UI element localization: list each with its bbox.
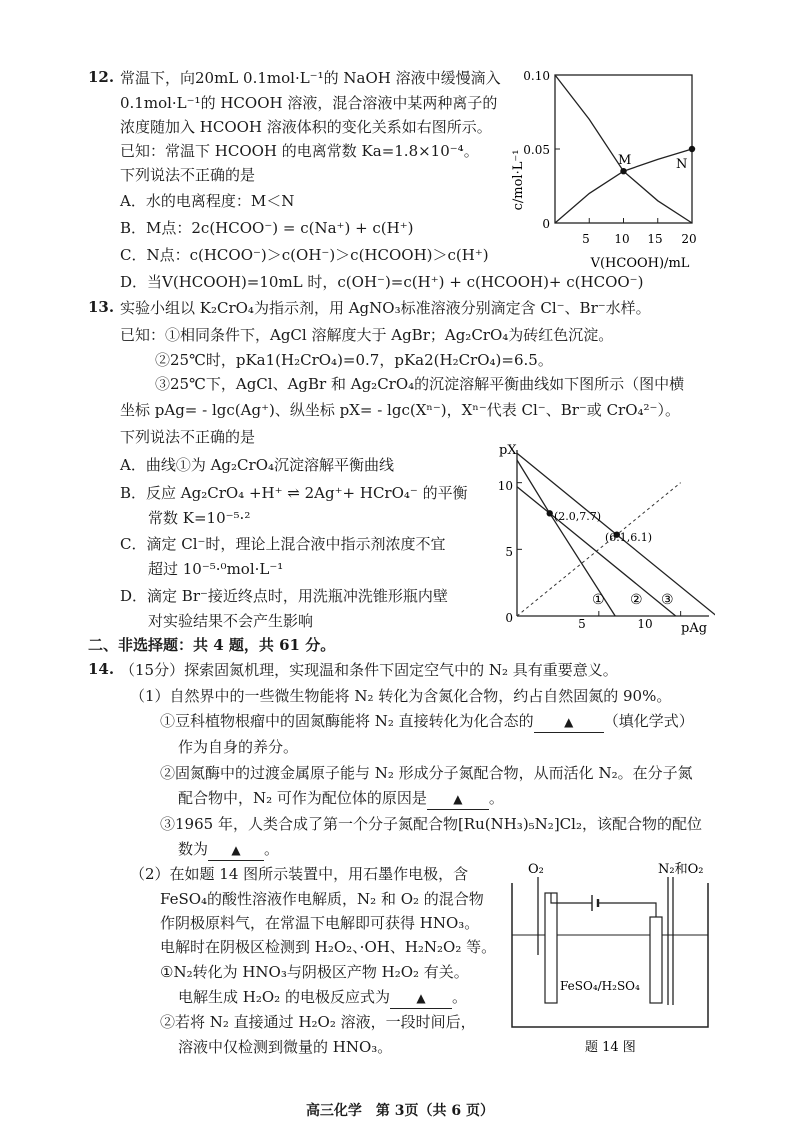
q13-option-d-cont: 对实验结果不会产生影响 (148, 612, 314, 630)
q12-option-a: A．水的电离程度：M＜N (120, 192, 295, 210)
blank-triangle-icon: ▲ (231, 843, 241, 857)
q13-option-c: C．滴定 Cl⁻时，理论上混合液中指示剂浓度不宜 (120, 535, 446, 553)
g2-x-tick: 10 (637, 617, 653, 631)
g1-point-N (689, 146, 695, 152)
g2-curve-1-label: ① (592, 592, 605, 608)
question-14-number: 14. (88, 660, 115, 678)
q13-option-a: A．曲线①为 Ag₂CrO₄沉淀溶解平衡曲线 (120, 456, 395, 474)
beaker (512, 883, 708, 1027)
g1-series-decreasing (555, 75, 692, 223)
q13-line-5: 坐标 pAg= - lgc(Ag⁺)、纵坐标 pX= - lgc(Xⁿ⁻)，Xⁿ⁻代表 Cl⁻、Br⁻或 CrO₄²⁻）。 (120, 401, 680, 419)
right-electrode (650, 917, 662, 1003)
q14-1-1-text: ①豆科植物根瘤中的固氮酶能将 N₂ 直接转化为化合态的 (160, 712, 534, 730)
g1-y-tick: 0 (542, 217, 550, 231)
q14-2-2-line-2: 溶液中仅检测到微量的 HNO₃。 (178, 1038, 393, 1056)
q13-option-b-cont: 常数 K=10⁻⁵·² (148, 509, 251, 527)
q12-line-3: 浓度随加入 HCOOH 溶液体积的变化关系如右图所示。 (120, 118, 492, 136)
fig14-electrolyte-label: FeSO₄/H₂SO₄ (560, 979, 640, 993)
blank-triangle-icon: ▲ (453, 792, 463, 806)
blank-triangle-icon: ▲ (416, 991, 426, 1005)
q14-2-line-1: （2）在如题 14 图所示装置中，用石墨作电极，含 (130, 865, 469, 883)
q13-option-b: B．反应 Ag₂CrO₄ +H⁺ ⇌ 2Ag⁺+ HCrO₄⁻ 的平衡 (120, 484, 468, 502)
g1-y-tick: 0.05 (523, 143, 550, 157)
q14-2-2-line-1: ②若将 N₂ 直接通过 H₂O₂ 溶液，一段时间后， (160, 1013, 476, 1031)
g2-y-label: pX (499, 443, 517, 458)
g1-x-tick: 10 (614, 232, 630, 246)
q13-option-d: D．滴定 Br⁻接近终点时，用洗瓶冲洗锥形瓶内壁 (120, 587, 448, 605)
g2-curve-2-label: ② (630, 592, 643, 608)
fig14-left-gas-label: O₂ (528, 862, 544, 877)
q14-2-1-line-2: 电解生成 H₂O₂ 的电极反应式为 ▲ 。 (178, 987, 467, 1009)
q14-2-1-line-1: ①N₂转化为 HNO₃与阴极区产物 H₂O₂ 有关。 (160, 963, 469, 981)
figure-14-electrolysis-apparatus (500, 855, 720, 1055)
wire-right (598, 903, 656, 917)
g1-point-M (620, 168, 626, 174)
q14-1-3-line-1: ③1965 年，人类合成了第一个分子氮配合物[Ru(NH₃)₅N₂]Cl₂，该配合物的配位 (160, 815, 702, 833)
q14-1-3-line-2: 数为 ▲ 。 (178, 839, 279, 861)
q14-1-1-hint: （填化学式） (603, 712, 694, 730)
answer-blank[interactable] (427, 789, 489, 810)
q13-line-3: ②25℃时，pKa1(H₂CrO₄)=0.7，pKa2(H₂CrO₄)=6.5。 (155, 351, 553, 369)
q12-line-1: 常温下，向20mL 0.1mol·L⁻¹的 NaOH 溶液中缓慢滴入 (120, 69, 501, 87)
g2-y-tick: 5 (505, 545, 513, 559)
g1-x-tick: 15 (647, 232, 663, 246)
left-electrode (545, 893, 557, 1003)
g1-x-label: V(HCOOH)/mL (590, 256, 690, 271)
q12-option-d: D．当V(HCOOH)=10mL 时，c(OH⁻)=c(H⁺) + c(HCOOH)+ c(HCOO⁻) (120, 273, 644, 291)
graph-px-vs-pag (485, 440, 715, 640)
q13-stem: 下列说法不正确的是 (120, 428, 256, 446)
q12-line-4: 已知：常温下 HCOOH 的电离常数 Ka=1.8×10⁻⁴。 (120, 142, 479, 160)
g1-x-tick: 5 (582, 232, 590, 246)
q14-1-2-text: 配合物中，N₂ 可作为配位体的原因是 (178, 789, 427, 807)
blank-triangle-icon: ▲ (564, 715, 574, 729)
section-2-heading: 二、非选择题：共 4 题，共 61 分。 (88, 636, 336, 654)
fig14-caption: 题 14 图 (585, 1040, 636, 1055)
question-12-number: 12. (88, 68, 115, 86)
g1-y-label: c/mol·L⁻¹ (511, 149, 526, 211)
g2-point-2-label: (6.1,6.1) (605, 531, 653, 544)
q14-part-1: （1）自然界中的一些微生物能将 N₂ 转化为含氮化合物，约占自然固氮的 90%。 (130, 687, 672, 705)
answer-blank[interactable] (390, 988, 452, 1009)
q14-2-1-text: 电解生成 H₂O₂ 的电极反应式为 (178, 988, 390, 1006)
q14-1-3-text: 数为 (178, 840, 209, 858)
g2-point-1-label: (2.0,7.7) (554, 510, 602, 523)
q12-line-2: 0.1mol·L⁻¹的 HCOOH 溶液，混合溶液中某两种离子的 (120, 94, 498, 112)
g1-y-tick: 0.10 (523, 69, 550, 83)
graph-concentration-vs-volume (500, 60, 730, 275)
g2-x-label: pAg (681, 621, 708, 636)
q12-option-c: C．N点：c(HCOO⁻)＞c(OH⁻)＞c(HCOOH)＞c(H⁺) (120, 246, 489, 264)
q14-1-1-line-1 (160, 711, 694, 733)
question-13-number: 13. (88, 298, 115, 316)
q12-option-b: B．M点：2c(HCOO⁻) = c(Na⁺) + c(H⁺) (120, 219, 414, 237)
q14-2-line-3: 作阴极原料气，在常温下电解即可获得 HNO₃。 (160, 914, 480, 932)
g2-y-tick: 10 (497, 479, 513, 493)
q14-1-2-line-1: ②固氮酶中的过渡金属原子能与 N₂ 形成分子氮配合物，从而活化 N₂。在分子氮 (160, 764, 693, 782)
q14-1-2-line-2: 配合物中，N₂ 可作为配位体的原因是 ▲ 。 (178, 788, 504, 810)
g1-point-m-label: M (618, 153, 632, 168)
q13-option-c-cont: 超过 10⁻⁵·⁰mol·L⁻¹ (148, 560, 284, 578)
fig14-right-gas-label: N₂和O₂ (658, 862, 704, 877)
g2-x-tick: 5 (578, 617, 586, 631)
g1-x-tick: 20 (681, 232, 697, 246)
g2-point-(2.0,7.7) (547, 510, 553, 516)
answer-blank[interactable] (208, 840, 264, 861)
q13-line-2: 已知：①相同条件下，AgCl 溶解度大于 AgBr；Ag₂CrO₄为砖红色沉淀。 (120, 326, 614, 344)
g2-curve-3-label: ③ (661, 592, 674, 608)
q12-stem: 下列说法不正确的是 (120, 166, 256, 184)
q14-2-line-4: 电解时在阴极区检测到 H₂O₂、·OH、H₂N₂O₂ 等。 (160, 938, 497, 956)
g1-frame (555, 75, 692, 223)
q13-line-4: ③25℃下，AgCl、AgBr 和 Ag₂CrO₄的沉淀溶解平衡曲线如下图所示（图中横 (155, 375, 685, 393)
g2-y-tick: 0 (505, 611, 513, 625)
q13-line-1: 实验小组以 K₂CrO₄为指示剂，用 AgNO₃标准溶液分别滴定含 Cl⁻、Br⁻水样。 (120, 299, 651, 317)
q14-2-line-2: FeSO₄的酸性溶液作电解质，N₂ 和 O₂ 的混合物 (160, 890, 484, 908)
q14-1-1-line-2: 作为自身的养分。 (178, 738, 299, 756)
g1-point-n-label: N (676, 157, 688, 172)
q14-header: （15分）探索固氮机理，实现温和条件下固定空气中的 N₂ 具有重要意义。 (120, 661, 618, 679)
page-footer: 高三化学 第 3页（共 6 页） (305, 1103, 495, 1119)
answer-blank[interactable] (534, 712, 604, 733)
